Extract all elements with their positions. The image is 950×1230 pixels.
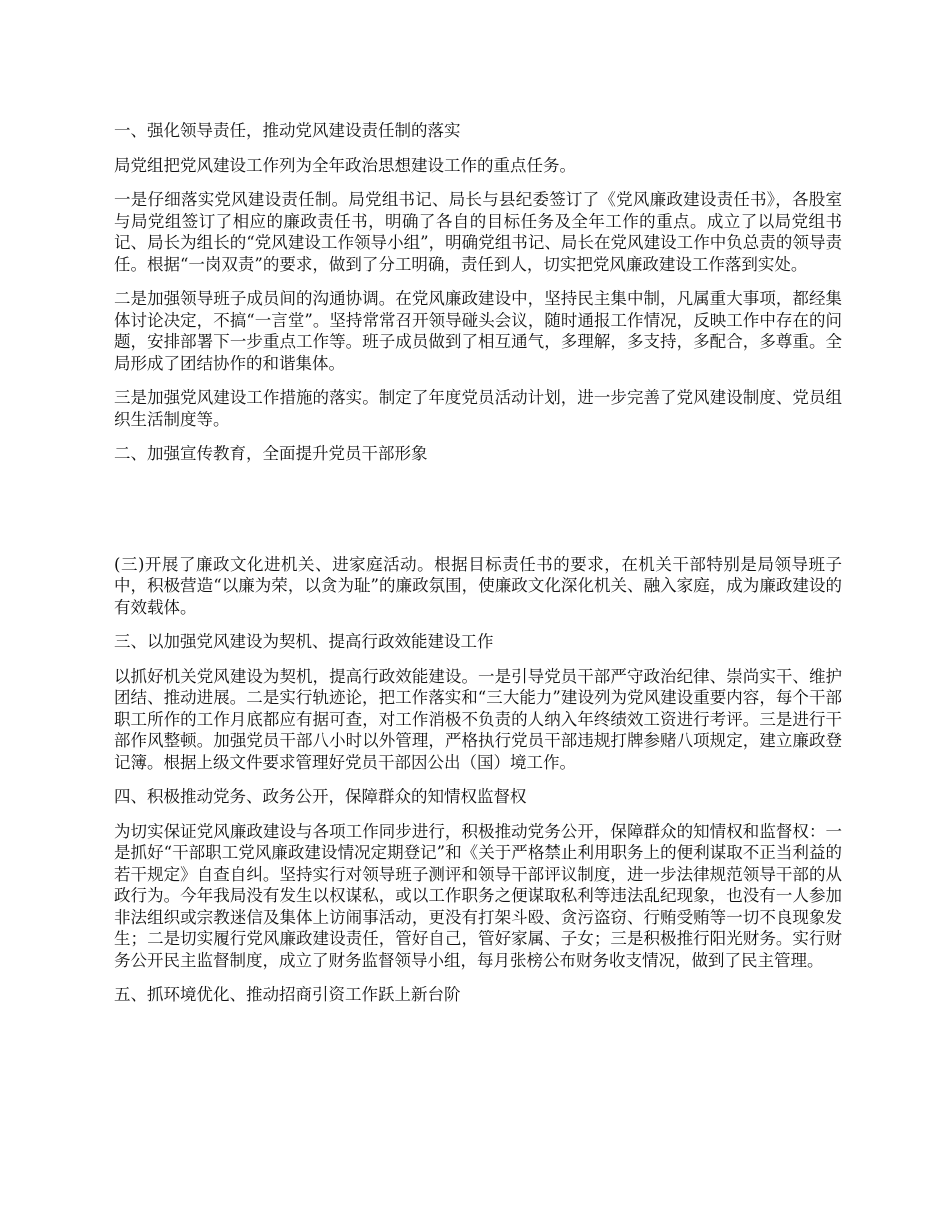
section-heading-3: 三、以加强党风建设为契机、提高行政效能建设工作 — [114, 632, 494, 651]
document-body — [114, 120, 842, 1019]
section-heading-1: 一、强化领导责任，推动党风建设责任制的落实 — [114, 121, 461, 140]
section-heading-5: 五、抓环境优化、推动招商引资工作跃上新台阶 — [114, 985, 461, 1004]
paragraph-intro: 局党组把党风建设工作列为全年政治思想建设工作的重点任务。 — [114, 155, 576, 175]
paragraph-openness: 为切实保证党风廉政建设与各项工作同步进行，积极推动党务公开，保障群众的知情权和监督权：一是抓好“干部职工党风廉政建设情况定期登记”和《关于严格禁止利用职务上的便利谋取不正当利益的若干规定》自查自纠。坚持实行对领导班子测评和领导干部评议制度，进一步法律规范领导干部的从政行为。今年我局没有发生以权谋私，或以工作职务之便谋取私利等违法乱纪现象，也没有一人参加非法组织或宗教迷信及集体上访闹事活动，更没有打架斗殴、贪污盗窃、行贿受贿等一切不良现象发生；二是切实履行党风廉政建设责任，管好自己，管好家属、子女；三是积极推行阳光财务。实行财务公开民主监督制度，成立了财务监督领导小组，每月张榜公布财务收支情况，做到了民主管理。 — [114, 821, 842, 970]
blank-gap — [114, 478, 842, 554]
section-heading-4: 四、积极推动党务、政务公开，保障群众的知情权监督权 — [114, 787, 527, 806]
section-heading-2: 二、加强宣传教育，全面提升党员干部形象 — [114, 444, 428, 463]
paragraph-efficiency: 以抓好机关党风建设为契机，提高行政效能建设。一是引导党员干部严守政治纪律、崇尚实干、维护团结、推动进展。二是实行轨迹论，把工作落实和“三大能力”建设列为党风建设重要内容，每个干部职工所作的工作月底都应有据可查，对工作消极不负责的人纳入年终绩效工资进行考评。三是进行干部作风整顿。加强党员干部八小时以外管理，严格执行党员干部违规打牌参赌八项规定，建立廉政登记簿。根据上级文件要求管理好党员干部因公出（国）境工作。 — [114, 666, 842, 772]
paragraph-measures: 三是加强党风建设工作措施的落实。制定了年度党员活动计划，进一步完善了党风建设制度、党员组织生活制度等。 — [114, 388, 842, 429]
paragraph-responsibility-system: 一是仔细落实党风建设责任制。局党组书记、局长与县纪委签订了《党风廉政建设责任书》，各股室与局党组签订了相应的廉政责任书，明确了各自的目标任务及全年工作的重点。成立了以局党组书记、局长为组长的“党风建设工作领导小组”，明确党组书记、局长在党风建设工作中负总责的领导责任。根据“一岗双责”的要求，做到了分工明确，责任到人，切实把党风廉政建设工作落到实处。 — [114, 190, 842, 274]
paragraph-leadership-coordination: 二是加强领导班子成员间的沟通协调。在党风廉政建设中，坚持民主集中制，凡属重大事项，都经集体讨论决定，不搞“一言堂”。坚持常常召开领导碰头会议，随时通报工作情况，反映工作中存在的问题，安排部署下一步重点工作等。班子成员做到了相互通气，多理解，多支持，多配合，多尊重。全局形成了团结协作的和谐集体。 — [114, 289, 842, 373]
paragraph-integrity-culture: (三)开展了廉政文化进机关、进家庭活动。根据目标责任书的要求，在机关干部特别是局领导班子中，积极营造“以廉为荣，以贪为耻”的廉政氛围，使廉政文化深化机关、融入家庭，成为廉政建设的有效载体。 — [114, 554, 842, 617]
